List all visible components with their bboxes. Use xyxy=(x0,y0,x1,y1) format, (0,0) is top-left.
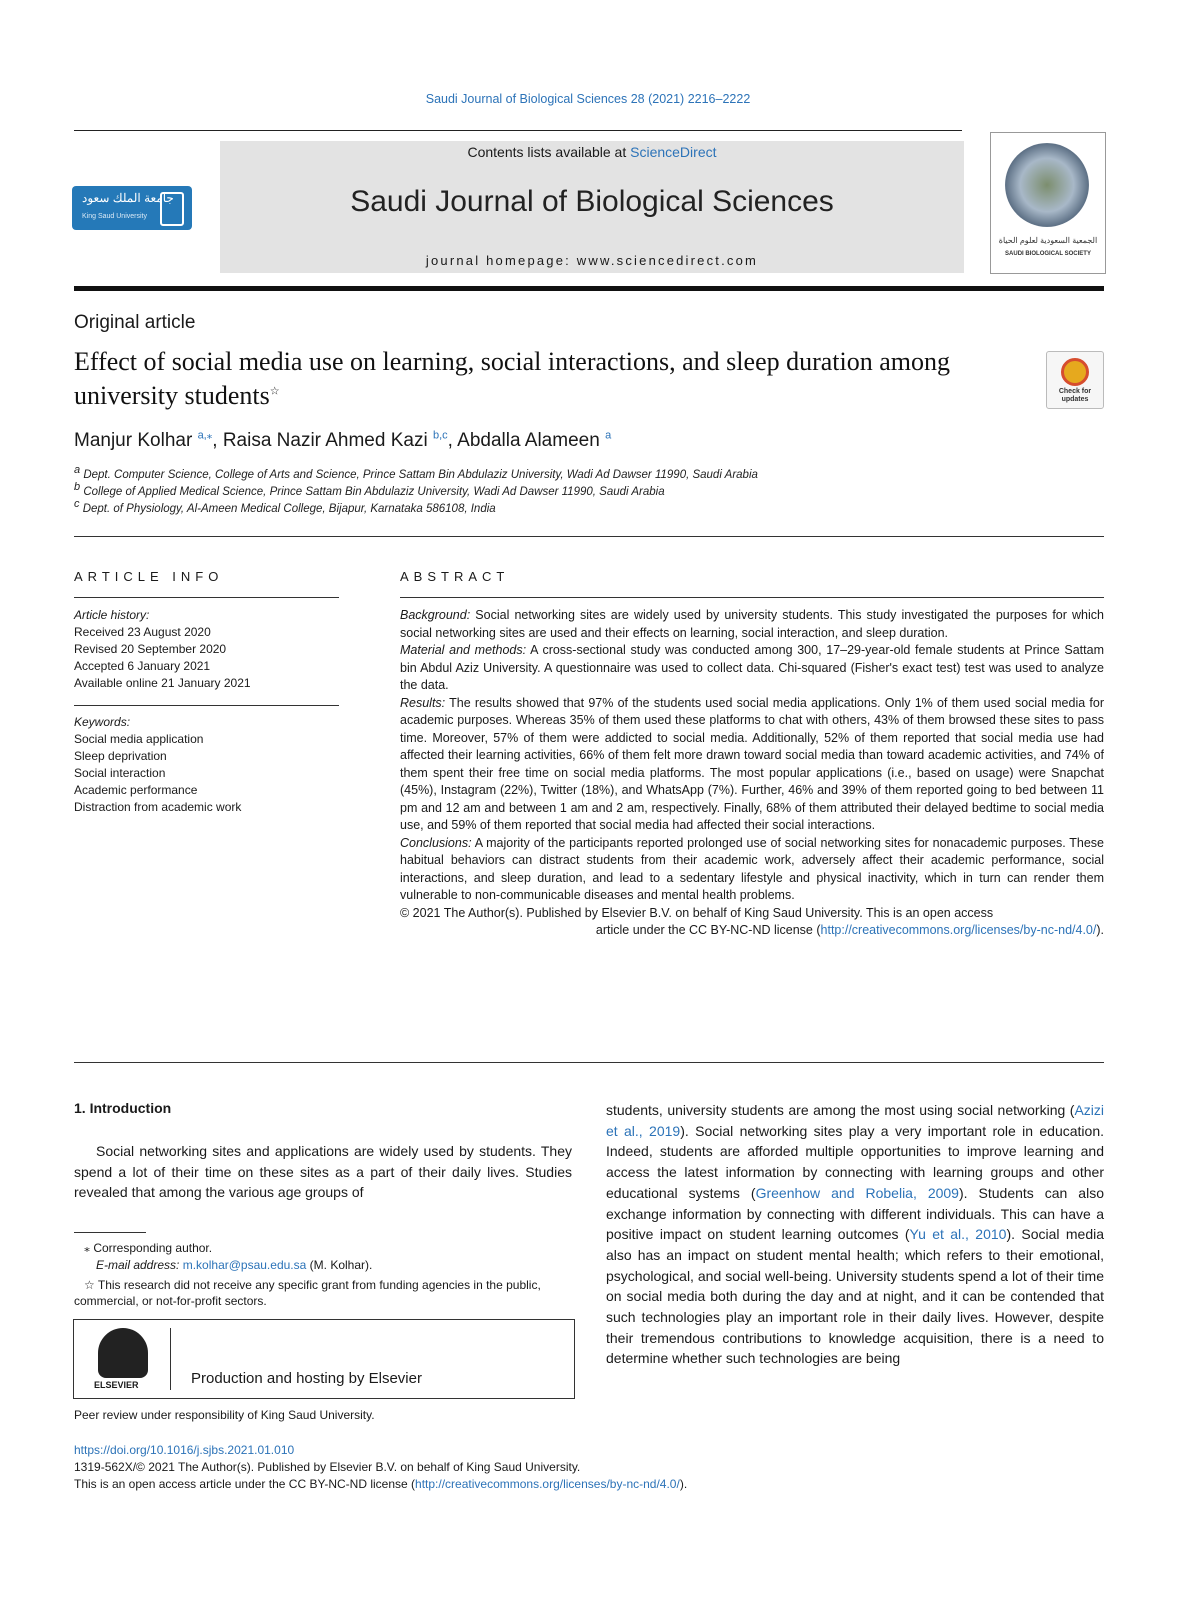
oa-suffix: ). xyxy=(679,1477,688,1491)
background-label: Background: xyxy=(400,608,471,622)
author-affiliation-mark[interactable]: a,⁎ xyxy=(197,429,213,442)
elsevier-divider xyxy=(170,1328,171,1390)
abstract-heading: ABSTRACT xyxy=(400,569,510,584)
license-prefix: article under the CC BY-NC-ND license ( xyxy=(595,923,821,937)
peer-review-note: Peer review under responsibility of King Saud University. xyxy=(74,1408,375,1422)
affiliation-mark: c xyxy=(74,498,80,511)
article-info-rule xyxy=(74,597,339,598)
keyword: Academic performance xyxy=(74,783,198,797)
email-link[interactable]: m.kolhar@psau.edu.sa xyxy=(182,1258,307,1272)
corresponding-author-note xyxy=(84,1240,582,1256)
license-link[interactable]: http://creativecommons.org/licenses/by-nc-nd/4.0/ xyxy=(820,923,1097,937)
abstract-results xyxy=(400,695,1104,835)
elsevier-logo-label: ELSEVIER xyxy=(94,1380,139,1390)
author-name[interactable]: Manjur Kolhar xyxy=(74,430,193,451)
intro-text: ). Social networking sites play a very important role in education. Indeed, students are afforded multiple opportunities to improve learning and access the latest information by connecting with learning groups and other educational systems ( xyxy=(606,1122,1104,1201)
society-logo-english: SAUDI BIOLOGICAL SOCIETY xyxy=(1005,251,1091,257)
ksu-emblem-icon xyxy=(160,192,184,226)
elsevier-tree-icon xyxy=(98,1328,148,1378)
footnote-mark: ⁎ xyxy=(84,1241,90,1255)
keyword: Social media application xyxy=(74,732,204,746)
saudi-biological-society-logo xyxy=(990,132,1106,274)
abstract-license xyxy=(400,922,1104,940)
check-updates-label: Check for updates xyxy=(1058,388,1092,403)
history-item: Accepted 6 January 2021 xyxy=(74,659,211,673)
affiliation-mark: a xyxy=(74,464,81,477)
article-info-heading: ARTICLE INFO xyxy=(74,569,224,584)
email-label: E-mail address: xyxy=(96,1258,180,1272)
affiliation-text: Dept. Computer Science, College of Arts and Science, Prince Sattam Bin Abdulaziz University, Wadi Ad Dawser 11990, Saudi Arabia xyxy=(83,469,758,481)
affiliation-rule xyxy=(74,536,1104,537)
results-label: Results: xyxy=(400,695,446,710)
intro-text: ). Social media also has an impact on student mental health; which refers to their emotional, psychological, and social well-being. University students spend a lot of their time on social media both during the day and at night, and it can be contended that such technologies play an important role in their daily lives. However, despite their tremendous contributions to knowledge acquisition, there is a need to determine whether such technologies are being xyxy=(606,1226,1104,1367)
article-title xyxy=(74,345,954,413)
oa-prefix: This is an open access article under the CC BY-NC-ND license ( xyxy=(74,1477,416,1491)
methods-label: Material and methods: xyxy=(400,643,527,657)
abstract-rule xyxy=(400,597,1104,598)
journal-citation[interactable]: Saudi Journal of Biological Sciences 28 (2021) 2216–2222 xyxy=(425,92,751,106)
journal-homepage[interactable]: journal homepage: www.sciencedirect.com xyxy=(425,253,759,268)
keyword: Social interaction xyxy=(74,766,166,780)
abstract-copyright: © 2021 The Author(s). Published by Elsevier B.V. on behalf of King Saud University. This is an open access xyxy=(400,905,994,920)
author-affiliation-mark[interactable]: a xyxy=(605,429,612,442)
history-item: Revised 20 September 2020 xyxy=(74,642,227,656)
affiliation xyxy=(74,481,665,498)
history-item: Available online 21 January 2021 xyxy=(74,676,251,690)
abstract-background xyxy=(400,607,1104,642)
intro-paragraph-right xyxy=(606,1100,1104,1369)
header-rule xyxy=(74,130,962,131)
ksu-logo-english: King Saud University xyxy=(82,213,147,220)
production-hosting-label: Production and hosting by Elsevier xyxy=(191,1370,422,1387)
affiliation-text: College of Applied Medical Science, Prince Sattam Bin Abdulaziz University, Wadi Ad Dawser 11990, Saudi Arabia xyxy=(83,486,665,498)
society-logo-arabic: الجمعية السعودية لعلوم الحياة xyxy=(998,236,1098,245)
affiliation xyxy=(74,498,496,515)
keyword: Distraction from academic work xyxy=(74,800,242,814)
email-suffix: (M. Kolhar). xyxy=(309,1258,373,1272)
abstract-bottom-rule xyxy=(74,1062,1104,1063)
issn-copyright: 1319-562X/© 2021 The Author(s). Published by Elsevier B.V. on behalf of King Saud University. xyxy=(74,1460,581,1474)
license-suffix: ). xyxy=(1096,923,1104,937)
abstract-conclusions xyxy=(400,835,1104,905)
citation-link[interactable]: Azizi et al., 2019 xyxy=(606,1102,1104,1139)
article-type: Original article xyxy=(74,312,196,333)
corresponding-text: Corresponding author. xyxy=(93,1241,213,1255)
contents-prefix: Contents lists available at xyxy=(467,144,631,160)
abstract-methods xyxy=(400,642,1104,695)
author-affiliation-mark[interactable]: b,c xyxy=(432,429,448,442)
citation-link[interactable]: Greenhow and Robelia, 2009 xyxy=(755,1184,959,1201)
keywords xyxy=(74,714,241,816)
footnote-mark: ☆ xyxy=(84,1278,95,1292)
author-name[interactable]: Raisa Nazir Ahmed Kazi xyxy=(222,430,428,451)
intro-text: students, university students are among the most using social networking ( xyxy=(606,1102,1075,1118)
keywords-label: Keywords: xyxy=(74,715,131,729)
methods-text: A cross-sectional study was conducted among 300, 17–29-year-old female students at Prince Sattam bin Abdul Aziz University. A questionnaire was used to collect data. Chi-squared (Fisher's exact test) test was used to analyze the data. xyxy=(400,643,1104,692)
funding-note xyxy=(74,1277,572,1309)
funding-text: This research did not receive any specific grant from funding agencies in the public, commercial, or not-for-profit sectors. xyxy=(74,1278,541,1308)
open-access-note xyxy=(74,1477,687,1491)
author-list: Manjur Kolhar $^{a,⁎}$, Raisa Nazir Ahmed Kazi $^{b,c}$, Abdalla Alameen $^a$ xyxy=(74,429,612,451)
intro-paragraph-left: Social networking sites and applications are widely used by students. They spend a lot of their time on these sites as a part of their daily lives. Studies revealed that among the various age groups of xyxy=(74,1143,572,1201)
history-label: Article history: xyxy=(74,608,150,622)
abstract-body xyxy=(400,607,1104,940)
history-item: Received 23 August 2020 xyxy=(74,625,211,639)
sciencedirect-link[interactable]: ScienceDirect xyxy=(630,144,717,160)
check-for-updates-button[interactable] xyxy=(1046,351,1104,409)
author-name[interactable]: Abdalla Alameen xyxy=(457,430,600,451)
intro-text: ). Students can also exchange information by connecting with different individuals. This can have a positive impact on student learning outcomes ( xyxy=(606,1184,1104,1243)
section-heading-introduction: 1. Introduction xyxy=(74,1100,172,1116)
affiliation xyxy=(74,464,758,481)
header-thick-rule xyxy=(74,286,1104,291)
affiliation-mark: b xyxy=(74,481,81,494)
results-text: The results showed that 97% of the students used social media applications. Only 1% of them used social media for academic purposes. Whereas 35% of them used these platforms to chat with others, 43% of them browsed these sites to pass time. Moreover, 57% of them were addicted to social media. Additionally, 52% of them reported that social media use had affected their learning activities, 66% of them felt more drawn toward social media than toward academic activities, and 74% of them spent their free time on social media platforms. The most popular applications (i.e., based on usage) were Snapchat (45%), Instagram (22%), Twitter (18%), and WhatsApp (7%). Further, 46% and 39% of them reported going to bed between 11 pm and 12 am and between 1 am and 2 am, respectively. Finally, 68% of them attributed their delayed bedtime to social media use, and 59% of them reported that social media had affected their social interactions. xyxy=(400,695,1105,832)
conclusions-label: Conclusions: xyxy=(400,835,472,850)
footnote-rule xyxy=(74,1232,146,1233)
keywords-rule xyxy=(74,705,339,706)
conclusions-text: A majority of the participants reported prolonged use of social networking sites for nonacademic purposes. These habitual behaviors can distract students from their academic work, adversely affect their academic performance, social interactions, and sleep duration, and lead to a sedentary lifestyle and physical inactivity, which in turn can render them vulnerable to non-communicable diseases and mental health problems. xyxy=(400,835,1104,902)
king-saud-university-logo xyxy=(72,186,192,230)
title-footnote-mark[interactable]: ☆ xyxy=(269,385,280,398)
contents-line xyxy=(220,144,964,160)
oa-license-link[interactable]: http://creativecommons.org/licenses/by-nc-nd/4.0/ xyxy=(415,1477,680,1491)
ksu-logo-arabic: جامعة الملك سعود xyxy=(82,191,174,205)
article-history xyxy=(74,607,251,692)
journal-banner xyxy=(220,141,964,273)
elsevier-hosting-box xyxy=(73,1319,575,1399)
society-emblem-icon xyxy=(1005,143,1089,227)
journal-title: Saudi Journal of Biological Sciences xyxy=(350,185,834,218)
doi-link[interactable]: https://doi.org/10.1016/j.sjbs.2021.01.010 xyxy=(74,1443,295,1457)
citation-link[interactable]: Yu et al., 2010 xyxy=(909,1226,1007,1243)
check-updates-icon xyxy=(1061,358,1089,386)
background-text: Social networking sites are widely used by university students. This study investigated the purposes for which social networking sites are used and their effects on learning, social interaction, and sleep duration. xyxy=(400,608,1104,640)
article-title-text: Effect of social media use on learning, social interactions, and sleep duration among university students xyxy=(74,347,951,410)
affiliation-text: Dept. of Physiology, Al-Ameen Medical College, Bijapur, Karnataka 586108, India xyxy=(82,503,496,515)
keyword: Sleep deprivation xyxy=(74,749,167,763)
email-note xyxy=(96,1257,594,1273)
